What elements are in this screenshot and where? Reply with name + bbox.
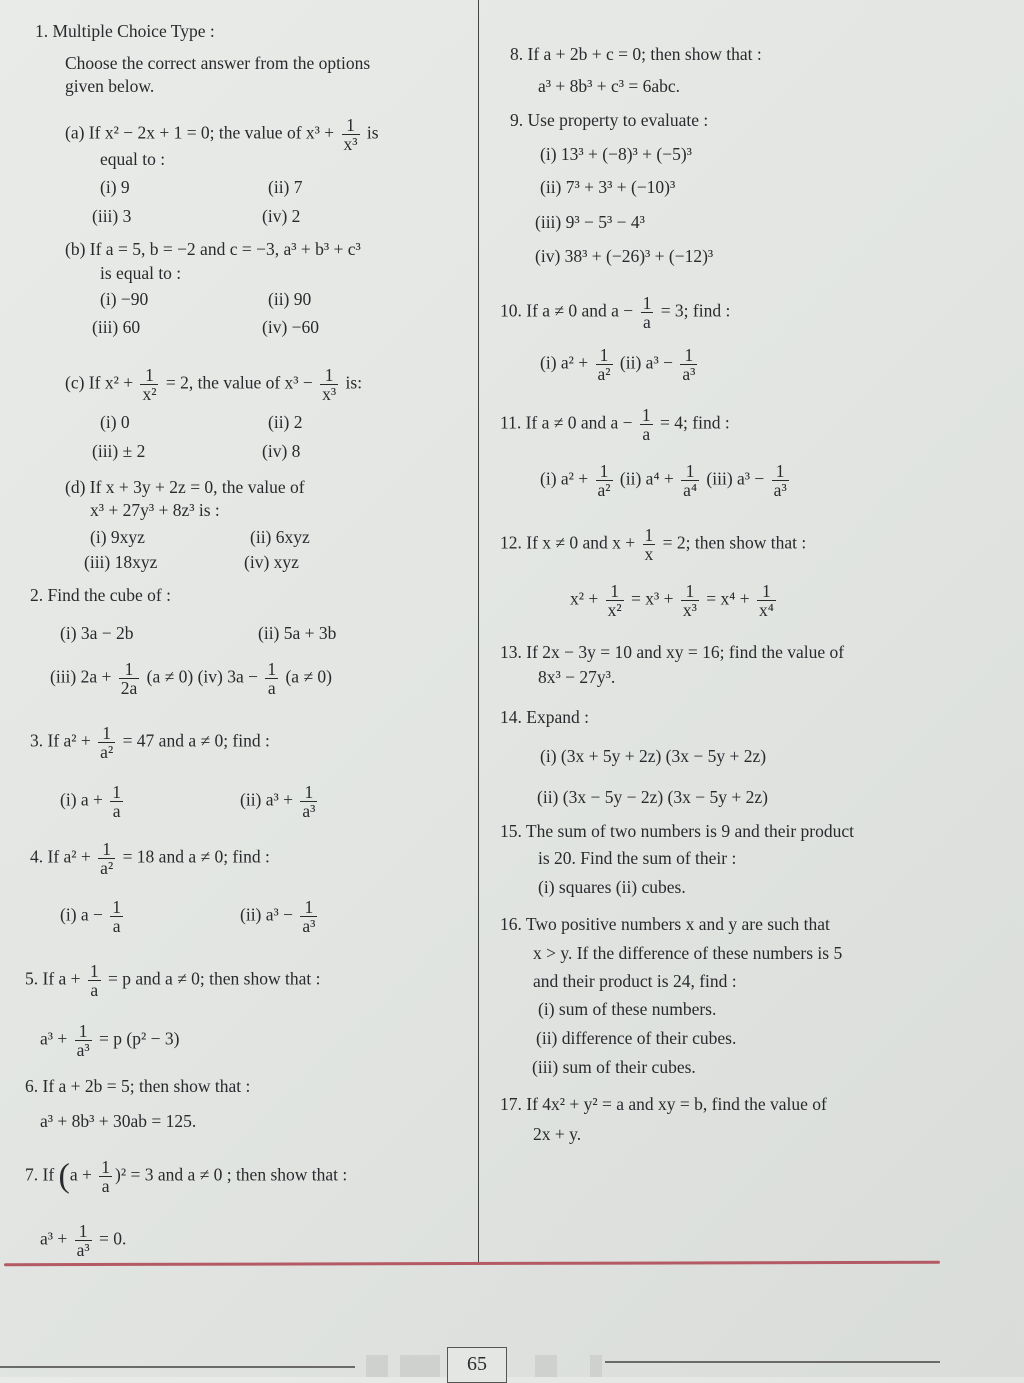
text-segment: (iii) 9³ − 5³ − 4³ (535, 212, 645, 232)
q14-question (500, 706, 589, 728)
q1d-option (250, 526, 310, 548)
fraction (110, 783, 123, 820)
q1d-question (65, 476, 305, 498)
text-segment: (d) If x + 3y + 2z = 0, the value of (65, 477, 305, 497)
fraction (119, 660, 140, 697)
fraction-numerator: 1 (98, 840, 115, 859)
text-segment: (ii) 5a + 3b (258, 623, 337, 643)
q1a-question-cont (100, 148, 165, 170)
text-segment: 8x³ − 27y³. (538, 667, 616, 687)
q17-question-cont (533, 1123, 581, 1145)
fraction-denominator: x³ (682, 600, 697, 620)
q4-option (240, 898, 320, 935)
fraction-denominator: a (642, 424, 651, 444)
text-segment: (iv) 8 (262, 441, 301, 461)
text-segment: (iii) a³ − (702, 468, 769, 489)
fraction (643, 526, 656, 563)
q9-item (540, 143, 692, 165)
fraction-numerator: 1 (596, 462, 613, 481)
footer-decoration (400, 1355, 440, 1377)
footer-decoration (535, 1355, 557, 1377)
text-segment: )² = 3 and a ≠ 0 ; then show that : (115, 1164, 348, 1185)
fraction (681, 462, 699, 499)
fraction (680, 346, 697, 383)
text-segment: ( (58, 1157, 70, 1195)
text-segment: (ii) (3x − 5y − 2z) (3x − 5y + 2z) (537, 787, 768, 807)
q6-equation (40, 1110, 196, 1132)
q13-question (500, 641, 844, 663)
fraction-numerator: 1 (98, 724, 115, 743)
fraction (75, 1022, 92, 1059)
text-segment: (ii) 90 (268, 289, 312, 309)
text-segment: (ii) 6xyz (250, 527, 310, 547)
q1-instruction-cont (65, 75, 154, 97)
text-segment: = 2; then show that : (658, 532, 807, 553)
fraction-denominator: a³ (302, 916, 316, 936)
text-segment: (a ≠ 0) (iv) 3a − (142, 666, 263, 687)
fraction-numerator: 1 (596, 346, 613, 365)
fraction-numerator: 1 (267, 659, 277, 679)
q7-equation (40, 1222, 126, 1259)
text-segment: (i) sum of these numbers. (538, 999, 717, 1019)
fraction-numerator: 1 (320, 366, 338, 385)
text-segment: given below. (65, 76, 155, 96)
footer-line-right (605, 1361, 940, 1363)
q1c-option (262, 440, 300, 462)
fraction-denominator: a (267, 678, 276, 698)
q14-item (537, 786, 768, 808)
text-segment: Choose the correct answer from the options (65, 53, 371, 73)
text-segment: 17. If 4x² + y² = a and xy = b, find the value of (500, 1094, 827, 1114)
q1c-question (65, 366, 362, 403)
q16-question-cont (533, 942, 842, 964)
text-segment: is (362, 122, 379, 143)
q9-item (540, 176, 675, 198)
text-segment: x² + (570, 588, 603, 609)
q2-question (30, 584, 171, 606)
fraction-numerator: 1 (772, 462, 789, 481)
text-segment: (ii) 2 (268, 412, 303, 432)
fraction (99, 1158, 112, 1195)
q2-option (60, 622, 134, 644)
q1c-option (92, 440, 145, 462)
q5-equation (40, 1022, 179, 1059)
fraction (641, 294, 654, 331)
q1b-question (65, 238, 361, 260)
text-segment: 15. The sum of two numbers is 9 and their product (500, 821, 854, 841)
text-segment: (i) 9xyz (90, 527, 145, 547)
text-segment: (iii) 2a + (50, 666, 116, 687)
text-segment: (c) If x² + (65, 372, 138, 393)
fraction-numerator: 1 (112, 782, 122, 802)
q15-question-cont (538, 847, 736, 869)
text-segment: (iv) 38³ + (−26)³ + (−12)³ (535, 246, 714, 266)
fraction-denominator: a² (100, 858, 114, 878)
q16-item (538, 998, 716, 1020)
text-segment: = p and a ≠ 0; then show that : (103, 968, 321, 989)
q9-item (535, 245, 713, 267)
q1a-option (100, 176, 130, 198)
page-bottom-rule (4, 1261, 940, 1266)
q9-item (535, 211, 645, 233)
fraction (596, 346, 613, 383)
footer-line-left (0, 1366, 355, 1368)
fraction-denominator: a² (597, 364, 611, 384)
page-number: 65 (447, 1347, 507, 1383)
text-segment: (iii) 18xyz (84, 552, 158, 572)
text-segment: (iii) 60 (92, 317, 141, 337)
fraction-numerator: 1 (112, 897, 122, 917)
q1-heading (35, 20, 215, 42)
text-segment: is: (341, 372, 363, 393)
q1d-question-cont (90, 499, 220, 521)
text-segment: = x³ + (626, 588, 678, 609)
footer-decoration (590, 1355, 602, 1377)
fraction-denominator: a³ (682, 364, 696, 384)
q8-equation (538, 75, 680, 97)
text-segment: 1. Multiple Choice Type : (35, 21, 215, 41)
fraction-numerator: 1 (606, 582, 624, 601)
text-segment: and their product is 24, find : (533, 971, 737, 991)
fraction (772, 462, 789, 499)
text-segment: equal to : (100, 149, 166, 169)
q6-question (25, 1075, 250, 1097)
text-segment: (i) −90 (100, 289, 149, 309)
q1d-option (90, 526, 145, 548)
fraction-numerator: 1 (140, 366, 158, 385)
text-segment: is equal to : (100, 263, 182, 283)
text-segment: (a) If x² − 2x + 1 = 0; the value of x³ + (65, 122, 339, 143)
text-segment: a³ + 8b³ + c³ = 6abc. (538, 76, 681, 96)
fraction (300, 783, 317, 820)
fraction-numerator: 1 (101, 1157, 110, 1177)
q11-options (540, 462, 792, 499)
q1d-option (84, 551, 157, 573)
fraction-denominator: 2a (120, 678, 138, 698)
q16-item (532, 1056, 696, 1078)
q7-question (25, 1158, 347, 1195)
text-segment: (ii) 7³ + 3³ + (−10)³ (540, 177, 676, 197)
text-segment: x³ + 27y³ + 8z³ is : (90, 500, 220, 520)
fraction-numerator: 1 (641, 405, 651, 425)
q12-question (500, 526, 806, 563)
fraction-numerator: 1 (642, 293, 652, 313)
fraction-denominator: a³ (76, 1240, 90, 1260)
q4-option (60, 898, 126, 935)
q1c-option (100, 411, 130, 433)
q1b-option (100, 288, 148, 310)
q13-expression (538, 666, 615, 688)
text-segment: 6. If a + 2b = 5; then show that : (25, 1076, 251, 1096)
q1-instruction (65, 52, 370, 74)
q16-item (536, 1027, 736, 1049)
text-segment: 3. If a² + (30, 730, 96, 751)
fraction-denominator: a (90, 980, 99, 1000)
text-segment: 10. If a ≠ 0 and a − (500, 300, 638, 321)
q10-question (500, 294, 730, 331)
fraction (98, 724, 115, 761)
fraction-denominator: a³ (773, 480, 787, 500)
q17-question (500, 1093, 827, 1115)
q11-question (500, 406, 730, 443)
fraction-denominator: a³ (76, 1040, 90, 1060)
fraction-denominator: x² (607, 600, 622, 620)
text-segment: (ii) a³ + (240, 789, 298, 810)
text-segment: (a ≠ 0) (281, 666, 333, 687)
text-segment: a³ + 8b³ + 30ab = 125. (40, 1111, 197, 1131)
q1c-option (268, 411, 303, 433)
text-segment: is 20. Find the sum of their : (538, 848, 737, 868)
fraction (640, 406, 653, 443)
fraction-numerator: 1 (75, 1222, 92, 1241)
text-segment: (ii) a⁴ + (615, 468, 679, 489)
text-segment: a³ + (40, 1228, 72, 1249)
fraction-numerator: 1 (89, 961, 99, 981)
column-divider (478, 0, 479, 1262)
q8-question (510, 43, 762, 65)
fraction (606, 582, 624, 619)
fraction-numerator: 1 (681, 462, 699, 481)
fraction (140, 366, 158, 403)
fraction (88, 962, 101, 999)
fraction (98, 840, 115, 877)
text-segment: 9. Use property to evaluate : (510, 110, 709, 130)
q1b-question-cont (100, 262, 181, 284)
fraction-numerator: 1 (680, 346, 697, 365)
text-segment: = 0. (94, 1228, 127, 1249)
q1a-option (92, 205, 131, 227)
q3-question (30, 724, 270, 761)
text-segment: (i) 3a − 2b (60, 623, 134, 643)
text-segment: (i) squares (ii) cubes. (538, 877, 686, 897)
q1a-option (262, 205, 300, 227)
fraction-numerator: 1 (119, 660, 140, 679)
fraction-denominator: a (101, 1176, 110, 1196)
text-segment: 8. If a + 2b + c = 0; then show that : (510, 44, 762, 64)
q1a-option (268, 176, 303, 198)
text-segment: (i) 13³ + (−8)³ + (−5)³ (540, 144, 692, 164)
fraction-denominator: a (112, 801, 121, 821)
text-segment: 12. If x ≠ 0 and x + (500, 532, 640, 553)
text-segment: (iii) ± 2 (92, 441, 146, 461)
fraction-numerator: 1 (300, 783, 317, 802)
fraction-denominator: a (643, 312, 651, 332)
fraction (110, 898, 123, 935)
fraction-denominator: x² (142, 384, 157, 404)
text-segment: (iii) 3 (92, 206, 132, 226)
text-segment: = 47 and a ≠ 0; find : (118, 730, 270, 751)
fraction (300, 898, 317, 935)
fraction-denominator: x⁴ (758, 600, 774, 620)
text-segment: 14. Expand : (500, 707, 589, 727)
text-segment: = x⁴ + (701, 588, 754, 609)
text-segment: (i) (3x + 5y + 2z) (3x − 5y + 2z) (540, 746, 767, 766)
fraction-denominator: a² (100, 742, 114, 762)
text-segment: (b) If a = 5, b = −2 and c = −3, a³ + b³ + c³ (65, 239, 361, 259)
q1b-option (92, 316, 140, 338)
text-segment: 11. If a ≠ 0 and a − (500, 412, 637, 433)
q1b-option (262, 316, 319, 338)
fraction (681, 582, 699, 619)
q16-question-cont (533, 970, 737, 992)
text-segment: 4. If a² + (30, 846, 96, 867)
q9-question (510, 109, 708, 131)
text-segment: = 3; find : (656, 300, 731, 321)
fraction-denominator: x³ (343, 134, 358, 154)
text-segment: x > y. If the difference of these numbers is 5 (533, 943, 843, 963)
fraction-numerator: 1 (300, 898, 317, 917)
fraction-denominator: a³ (302, 801, 316, 821)
q14-item (540, 745, 766, 767)
fraction (596, 462, 613, 499)
q1d-option (244, 551, 299, 573)
q3-option (240, 783, 320, 820)
text-segment: a + (69, 1164, 97, 1185)
text-segment: (ii) difference of their cubes. (536, 1028, 737, 1048)
q12-equation (570, 582, 779, 619)
text-segment: (i) a² + (540, 352, 593, 373)
text-segment: = 18 and a ≠ 0; find : (118, 846, 270, 867)
fraction (320, 366, 338, 403)
q10-options (540, 346, 700, 383)
footer-decoration (366, 1355, 388, 1377)
text-segment: (iv) 2 (262, 206, 301, 226)
fraction (75, 1222, 92, 1259)
text-segment: (i) a² + (540, 468, 593, 489)
text-segment: (iv) xyz (244, 552, 299, 572)
text-segment: (iv) −60 (262, 317, 320, 337)
q3-option (60, 783, 126, 820)
text-segment: (ii) a³ − (615, 352, 678, 373)
fraction (265, 660, 278, 697)
text-segment: (i) 0 (100, 412, 130, 432)
text-segment: (i) a − (60, 904, 108, 925)
text-segment: 2x + y. (533, 1124, 582, 1144)
q16-question (500, 913, 830, 935)
fraction-numerator: 1 (644, 525, 654, 545)
q5-question (25, 962, 320, 999)
text-segment: (ii) a³ − (240, 904, 298, 925)
text-segment: 7. If (25, 1164, 59, 1185)
q2-option (258, 622, 336, 644)
text-segment: a³ + (40, 1028, 72, 1049)
text-segment: (ii) 7 (268, 177, 303, 197)
fraction (342, 116, 360, 153)
text-segment: = 4; find : (655, 412, 730, 433)
q15-question (500, 820, 854, 842)
q4-question (30, 840, 270, 877)
q2-option (50, 660, 332, 697)
text-segment: = 2, the value of x³ − (161, 372, 318, 393)
fraction-denominator: x³ (322, 384, 337, 404)
text-segment: 2. Find the cube of : (30, 585, 171, 605)
text-segment: = p (p² − 3) (94, 1028, 180, 1049)
fraction-denominator: x (644, 544, 654, 564)
text-segment: 5. If a + (25, 968, 85, 989)
fraction-numerator: 1 (75, 1022, 92, 1041)
q15-options (538, 876, 686, 898)
fraction-denominator: a² (597, 480, 611, 500)
fraction-denominator: a⁴ (683, 480, 698, 500)
text-segment: (i) a + (60, 789, 108, 810)
text-segment: 16. Two positive numbers x and y are such that (500, 914, 830, 934)
text-segment: 13. If 2x − 3y = 10 and xy = 16; find the value of (500, 642, 845, 662)
text-segment: (iii) sum of their cubes. (532, 1057, 696, 1077)
text-segment: (i) 9 (100, 177, 130, 197)
fraction-numerator: 1 (757, 582, 776, 601)
fraction-numerator: 1 (342, 116, 360, 135)
fraction-denominator: a (112, 916, 121, 936)
fraction (757, 582, 776, 619)
fraction-numerator: 1 (681, 582, 699, 601)
q1b-option (268, 288, 311, 310)
